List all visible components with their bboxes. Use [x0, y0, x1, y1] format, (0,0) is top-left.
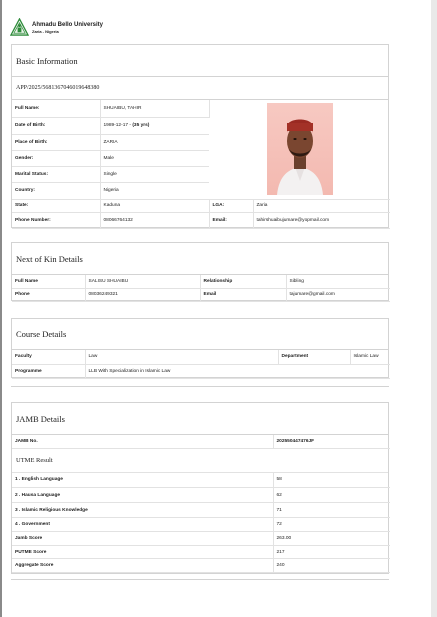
table-row	[12, 288, 390, 301]
field-label: Country:	[12, 182, 100, 199]
jamb-score-label: Jamb Score	[12, 532, 273, 546]
field-label: Marital Status:	[12, 166, 100, 182]
photo-cell	[209, 100, 390, 199]
field-value: tahirshuaibujumare@yopmail.com	[253, 212, 390, 228]
application-number: APP/2025/5681367046019648380	[12, 77, 388, 100]
field-value	[100, 117, 209, 134]
field-value: Law	[85, 350, 278, 364]
course-details-section	[11, 318, 389, 378]
subject-label: 3 . Islamic Religious Knowledge	[12, 503, 273, 518]
subject-label: 2 . Hausa Language	[12, 488, 273, 503]
table-row	[12, 199, 390, 212]
table-row	[12, 503, 390, 518]
field-value: Zaria	[253, 199, 390, 212]
dob-value: 1989-12-17 -	[103, 123, 131, 128]
table-row	[12, 100, 390, 117]
applicant-photo	[267, 103, 333, 195]
basic-information-section	[11, 44, 389, 228]
next-of-kin-table	[12, 275, 390, 302]
field-label: Date of Birth:	[12, 117, 100, 134]
field-value: LLB With Specialization in Islamic Law	[85, 364, 390, 378]
table-row	[12, 532, 390, 546]
university-location: Zaria - Nigeria	[32, 28, 59, 34]
field-label: Phone	[12, 288, 85, 301]
subject-score: 62	[273, 488, 390, 503]
field-value: SALISU SHUAIBU	[85, 275, 200, 288]
field-label: Gender:	[12, 150, 100, 166]
table-row	[12, 473, 390, 488]
field-label: Phone Number:	[12, 212, 100, 228]
section-title: Next of Kin Details	[12, 243, 388, 275]
subject-score: 71	[273, 503, 390, 518]
field-value: Male	[100, 150, 209, 166]
next-of-kin-section	[11, 242, 389, 301]
aggregate-score-value: 240	[273, 559, 390, 573]
utme-result-title: UTME Result	[12, 449, 388, 473]
table-row	[12, 364, 390, 378]
subject-label: 4 . Government	[12, 518, 273, 532]
utme-result-table	[12, 473, 390, 574]
field-label: Email:	[209, 212, 253, 228]
aggregate-score-label: Aggregate Score	[12, 559, 273, 573]
field-label: State:	[12, 199, 100, 212]
page-edge	[0, 0, 2, 617]
subject-label: 1 . English Language	[12, 473, 273, 488]
field-label: Relationship	[200, 275, 286, 288]
table-row	[12, 546, 390, 559]
table-row	[12, 350, 390, 364]
field-value: ZARIA	[100, 134, 209, 150]
section-title: Course Details	[12, 319, 388, 350]
field-value: SHUAIBU, TAHIR	[100, 100, 209, 117]
field-label: Department	[278, 350, 350, 364]
field-label: Email	[200, 288, 286, 301]
putme-score-label: PUTME Score	[12, 546, 273, 559]
field-label: JAMB No.	[12, 435, 273, 448]
subject-score: 72	[273, 518, 390, 532]
field-label: Programme	[12, 364, 85, 378]
divider	[11, 386, 389, 387]
field-value: tajumare@gmail.com	[286, 288, 390, 301]
field-label: Full Name	[12, 275, 85, 288]
document-header	[10, 18, 103, 37]
table-row	[12, 212, 390, 228]
basic-info-table	[12, 100, 390, 229]
field-label: LGA:	[209, 199, 253, 212]
divider	[11, 579, 389, 580]
table-row	[12, 435, 390, 448]
university-name: Ahmadu Bello University	[32, 21, 104, 28]
course-table	[12, 350, 390, 379]
jamb-score-value: 263.00	[273, 532, 390, 546]
putme-score-value: 217	[273, 546, 390, 559]
field-value: 08066764132	[100, 212, 209, 228]
table-row	[12, 518, 390, 532]
field-value: Kaduna	[100, 199, 209, 212]
table-row	[12, 488, 390, 503]
field-value: Single	[100, 166, 209, 182]
field-value: Nigeria	[100, 182, 209, 199]
scrollbar-track[interactable]	[431, 0, 437, 617]
field-value: Islamic Law	[350, 350, 390, 364]
table-row	[12, 275, 390, 288]
section-title: JAMB Details	[12, 403, 388, 435]
section-title: Basic Information	[12, 45, 388, 77]
field-value: Sibling	[286, 275, 390, 288]
table-row	[12, 559, 390, 573]
jamb-number-table	[12, 435, 390, 449]
field-value: 08036249321	[85, 288, 200, 301]
field-value: 202550447476JF	[273, 435, 390, 448]
field-label: Full Name:	[12, 100, 100, 117]
subject-score: 58	[273, 473, 390, 488]
university-logo-icon	[10, 18, 29, 37]
field-label: Faculty	[12, 350, 85, 364]
jamb-details-section	[11, 402, 389, 574]
field-label: Place of Birth:	[12, 134, 100, 150]
age-value: (35 yrs)	[132, 123, 150, 128]
